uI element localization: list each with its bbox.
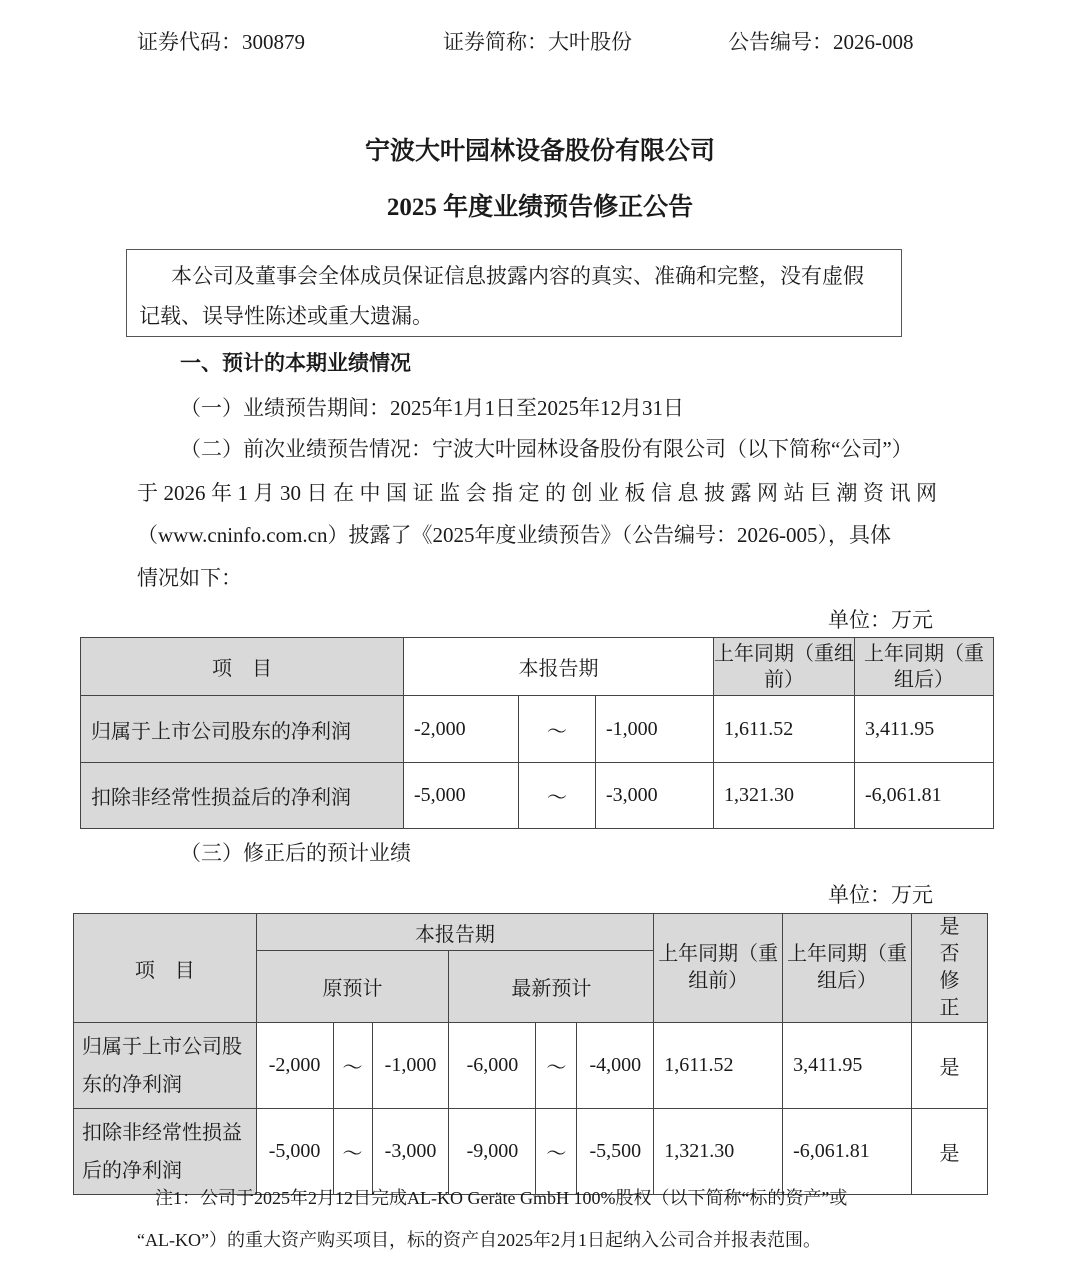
forecast-low: -5,000 xyxy=(404,763,519,829)
range-separator: ～ xyxy=(333,1023,372,1109)
previous-forecast-table xyxy=(80,637,994,829)
revised-flag: 是 xyxy=(912,1023,988,1109)
header-prev-after: 上年同期（重组后） xyxy=(783,914,912,1023)
prev-before-value: 1,321.30 xyxy=(654,1109,783,1195)
row-item: 扣除非经常性损益后的净利润 xyxy=(81,763,404,829)
revised-forecast-heading: （三）修正后的预计业绩 xyxy=(180,841,411,865)
header-revised: 是否修正 xyxy=(912,914,988,1023)
revised-flag: 是 xyxy=(912,1109,988,1195)
original-high: -3,000 xyxy=(372,1109,449,1195)
row-item: 归属于上市公司股东的净利润 xyxy=(81,696,404,763)
company-name: 宁波大叶园林设备股份有限公司 xyxy=(364,138,715,165)
footnote-line-1: 注1：公司于2025年2月12日完成AL-KO Geräte GmbH 100%股权（以下简称“标的资产”或 xyxy=(155,1188,848,1208)
notice-line-2: 记载、误导性陈述或重大遗漏。 xyxy=(139,304,433,328)
prev-after-value: 3,411.95 xyxy=(855,696,994,763)
header-latest-forecast: 最新预计 xyxy=(449,951,654,1023)
latest-low: -6,000 xyxy=(449,1023,536,1109)
previous-forecast-line-2: 于2026年1月30日在中国证监会指定的创业板信息披露网站巨潮资讯网 xyxy=(137,481,937,505)
table-row xyxy=(81,763,994,829)
latest-high: -5,500 xyxy=(577,1109,654,1195)
previous-forecast-line-4: 情况如下： xyxy=(137,566,242,590)
revised-forecast-table xyxy=(73,913,988,1195)
section-heading: 一、预计的本期业绩情况 xyxy=(180,351,411,375)
forecast-low: -2,000 xyxy=(404,696,519,763)
original-low: -5,000 xyxy=(256,1109,333,1195)
document-title: 2025 年度业绩预告修正公告 xyxy=(386,194,694,221)
range-separator: ～ xyxy=(519,763,596,829)
header-item: 项 目 xyxy=(81,638,404,696)
original-low: -2,000 xyxy=(256,1023,333,1109)
forecast-high: -3,000 xyxy=(596,763,714,829)
range-separator: ～ xyxy=(536,1023,577,1109)
forecast-high: -1,000 xyxy=(596,696,714,763)
table-row xyxy=(74,1109,988,1195)
notice-line-1: 本公司及董事会全体成员保证信息披露内容的真实、准确和完整，没有虚假 xyxy=(171,264,864,288)
prev-after-value: -6,061.81 xyxy=(855,763,994,829)
latest-high: -4,000 xyxy=(577,1023,654,1109)
footnote-line-2: “AL-KO”）的重大资产购买项目，标的资产自2025年2月1日起纳入公司合并报表范围。 xyxy=(137,1230,821,1250)
unit-label-2: 单位：万元 xyxy=(828,883,933,907)
stock-code: 证券代码：300879 xyxy=(137,30,305,54)
board-guarantee-notice xyxy=(126,249,902,337)
forecast-period: （一）业绩预告期间：2025年1月1日至2025年12月31日 xyxy=(180,396,684,420)
prev-after-value: 3,411.95 xyxy=(783,1023,912,1109)
range-separator: ～ xyxy=(333,1109,372,1195)
prev-before-value: 1,611.52 xyxy=(714,696,855,763)
unit-label-1: 单位：万元 xyxy=(828,608,933,632)
table-row xyxy=(74,1023,988,1109)
header-prev-before: 上年同期（重组前） xyxy=(714,638,855,696)
prev-before-value: 1,321.30 xyxy=(714,763,855,829)
prev-after-value: -6,061.81 xyxy=(783,1109,912,1195)
stock-name: 证券简称：大叶股份 xyxy=(443,30,632,54)
previous-forecast-line-3: （www.cninfo.com.cn）披露了《2025年度业绩预告》（公告编号：2026-005），具体 xyxy=(137,523,891,547)
range-separator: ～ xyxy=(519,696,596,763)
original-high: -1,000 xyxy=(372,1023,449,1109)
header-period: 本报告期 xyxy=(404,638,714,696)
header-prev-before: 上年同期（重组前） xyxy=(654,914,783,1023)
latest-low: -9,000 xyxy=(449,1109,536,1195)
announcement-number: 公告编号：2026-008 xyxy=(728,30,914,54)
table-row xyxy=(81,696,994,763)
row-item: 扣除非经常性损益后的净利润 xyxy=(74,1109,257,1195)
header-prev-after: 上年同期（重组后） xyxy=(855,638,994,696)
range-separator: ～ xyxy=(536,1109,577,1195)
header-original-forecast: 原预计 xyxy=(256,951,449,1023)
row-item: 归属于上市公司股东的净利润 xyxy=(74,1023,257,1109)
header-period: 本报告期 xyxy=(256,914,654,951)
previous-forecast-line-1: （二）前次业绩预告情况：宁波大叶园林设备股份有限公司（以下简称“公司”） xyxy=(180,437,913,461)
prev-before-value: 1,611.52 xyxy=(654,1023,783,1109)
header-item: 项 目 xyxy=(74,914,257,1023)
